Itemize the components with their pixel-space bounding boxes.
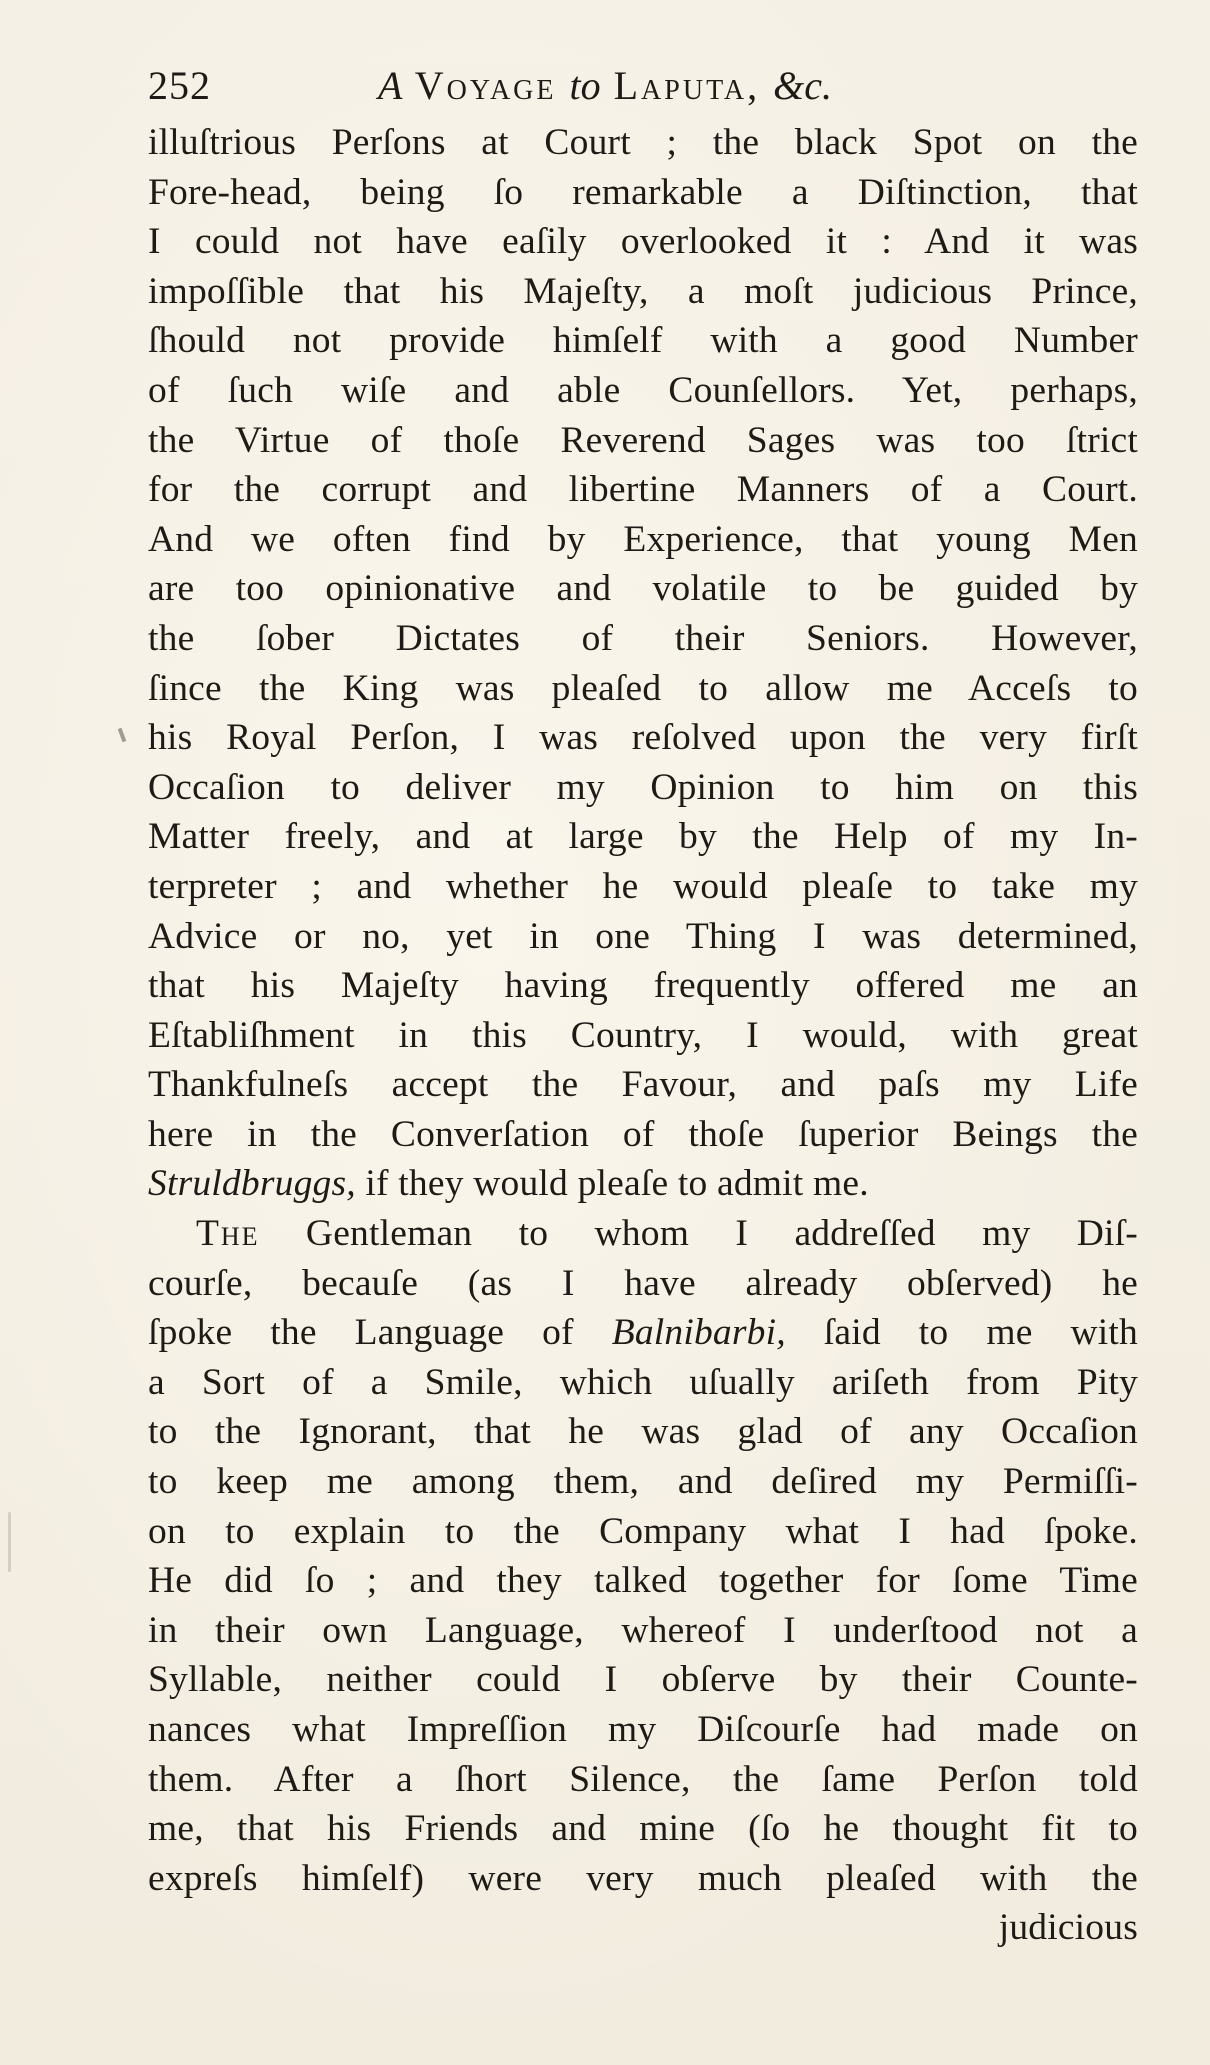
text-line: ſince the King was pleaſed to allow me Acceſs to [148,667,1138,709]
catchword: judicious [998,1907,1138,1949]
running-head-article: A [378,63,403,108]
text-line: are too opinionative and volatile to be guided by [148,568,1138,610]
page-edge-mark [8,1512,11,1572]
small-caps-opening: The [196,1213,260,1255]
running-head-etc: &c. [773,63,833,108]
text-line: impoſſible that his Majeſty, a moſt judicious Prince, [148,270,1138,312]
text-line: And we often find by Experience, that young Men [148,518,1138,560]
text-line: that his Majeſty having frequently offered me an [148,965,1138,1007]
text-line: the ſober Dictates of their Seniors. However, [148,617,1138,659]
text-line: Fore-head, being ſo remarkable a Diſtinction, that [148,171,1138,213]
text-line: Eſtabliſhment in this Country, I would, with great [148,1014,1138,1056]
text-line: Thankfulneſs accept the Favour, and paſs my Life [148,1064,1138,1106]
text-line: me, that his Friends and mine (ſo he thought fit to [148,1808,1138,1850]
text-line-paragraph-end [148,1159,1138,1209]
text-line: Syllable, neither could I obſerve by their Counte- [148,1659,1138,1701]
text-fragment: ſaid to me with [785,1312,1138,1354]
running-head-place: Laputa, [613,63,761,108]
text-line: for the corrupt and libertine Manners of a Court. [148,469,1138,511]
text-line: his Royal Perſon, I was reſolved upon the very firſt [148,717,1138,759]
text-line: on to explain to the Company what I had ſpoke. [148,1510,1138,1552]
text-line: He did ſo ; and they talked together for ſome Time [148,1560,1138,1602]
text-line: to the Ignorant, that he was glad of any Occaſion [148,1411,1138,1453]
text-line [148,1308,1138,1358]
italic-word-balnibarbi: Balnibarbi, [611,1312,786,1354]
text-line: illuſtrious Perſons at Court ; the black Spot on the [148,122,1138,163]
running-head [378,56,832,116]
text-line: them. After a ſhort Silence, the ſame Perſon told [148,1758,1138,1800]
text-line: of ſuch wiſe and able Counſellors. Yet, perhaps, [148,369,1138,411]
text-fragment: ſpoke the Language of [148,1312,612,1354]
text-line: courſe, becauſe (as I have already obſerved) he [148,1262,1138,1304]
page-header [148,56,1138,116]
text-line: here in the Converſation of thoſe ſuperior Beings the [148,1113,1138,1155]
paragraph-opening-line [148,1209,1138,1259]
italic-word-struldbruggs: Struldbruggs, [148,1163,356,1205]
text-line: expreſs himſelf) were very much pleaſed with the [148,1857,1138,1899]
text-fragment: Gentleman to whom I addreſſed my Diſ- [259,1213,1138,1255]
text-line: terpreter ; and whether he would pleaſe to take my [148,865,1138,907]
running-head-to: to [569,63,601,108]
margin-mark [118,728,127,743]
page-number: 252 [148,63,211,108]
text-line: Advice or no, yet in one Thing I was determined, [148,915,1138,957]
text-line: the Virtue of thoſe Reverend Sages was too ſtrict [148,419,1138,461]
text-fragment: if they would pleaſe to admit me. [355,1163,869,1205]
text-line: a Sort of a Smile, which uſually ariſeth from Pity [148,1361,1138,1403]
running-head-voyage: Voyage [414,63,557,108]
text-line: to keep me among them, and deſired my Permiſſi- [148,1461,1138,1503]
text-line: I could not have eaſily overlooked it : And it was [148,221,1138,263]
text-line: Matter freely, and at large by the Help of my In- [148,816,1138,858]
text-line: ſhould not provide himſelf with a good Number [148,320,1138,362]
text-line: nances what Impreſſion my Diſcourſe had made on [148,1709,1138,1750]
text-line: Occaſion to deliver my Opinion to him on this [148,766,1138,808]
body-text [148,118,1138,1953]
text-line: in their own Language, whereof I underſtood not a [148,1609,1138,1651]
